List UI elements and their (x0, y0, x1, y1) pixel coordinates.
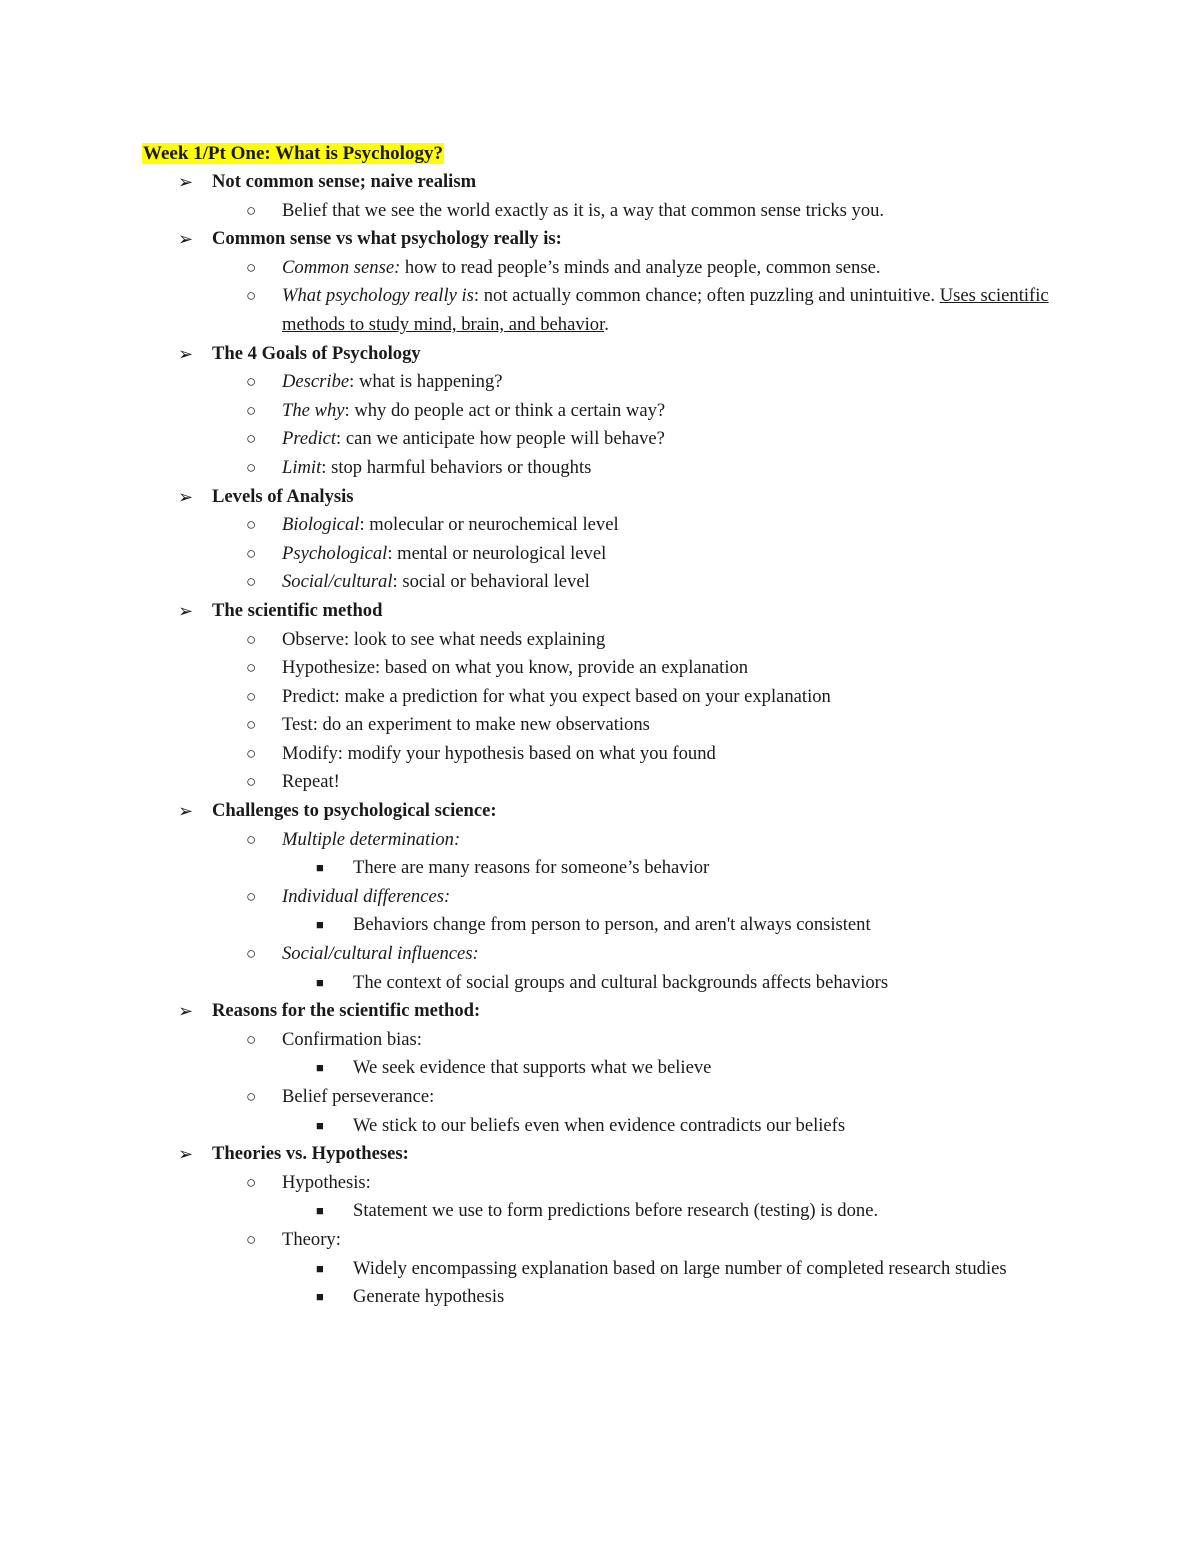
list-item (0, 397, 1200, 426)
section-items (0, 626, 1200, 798)
item-separator: : (344, 399, 350, 421)
item-underlined-text: Uses scientific methods to study mind, brain, and behavior (282, 285, 1049, 335)
sub-item-text: We seek evidence that supports what we believe (353, 1057, 712, 1079)
list-item-row (0, 826, 1200, 855)
section-heading-row (0, 1140, 1200, 1169)
list-item-row (0, 1083, 1200, 1112)
square-bullet-icon: ■ (316, 917, 324, 933)
arrow-bullet-icon: ➢ (178, 172, 194, 192)
sub-list-item (0, 1197, 1200, 1226)
list-item-row (0, 883, 1200, 912)
sub-items (0, 1197, 1200, 1226)
list-item-row (0, 197, 1200, 226)
circle-bullet-icon: ○ (246, 372, 257, 392)
sub-list-item (0, 1255, 1200, 1284)
circle-bullet-icon: ○ (246, 515, 257, 535)
section-items (0, 1026, 1200, 1140)
list-item (0, 1083, 1200, 1140)
outline-section (0, 997, 1200, 1140)
list-item (0, 1169, 1200, 1226)
circle-bullet-icon: ○ (246, 1029, 257, 1049)
item-text: not actually common chance; often puzzling and unintuitive. (479, 285, 936, 307)
arrow-bullet-icon: ➢ (178, 600, 194, 621)
circle-bullet-icon: ○ (246, 715, 257, 735)
arrow-bullet-icon: ➢ (178, 1144, 194, 1165)
section-items (0, 254, 1200, 340)
list-item-row (0, 654, 1200, 683)
section-heading-row (0, 225, 1200, 254)
list-item-row (0, 626, 1200, 655)
section-heading-row (0, 597, 1200, 626)
list-item (0, 740, 1200, 769)
sub-list-item (0, 1054, 1200, 1083)
item-term: Predict (282, 428, 337, 450)
circle-bullet-icon: ○ (246, 829, 257, 849)
section-heading: Not common sense; naive realism (212, 171, 477, 192)
circle-bullet-icon: ○ (246, 658, 257, 678)
circle-bullet-icon: ○ (246, 400, 257, 420)
item-text: Hypothesis: (282, 1171, 371, 1193)
circle-bullet-icon: ○ (246, 686, 257, 706)
section-items (0, 1169, 1200, 1312)
list-item (0, 683, 1200, 712)
list-item (0, 254, 1200, 283)
list-item (0, 282, 1200, 339)
section-heading: Common sense vs what psychology really is: (212, 228, 562, 250)
list-item (0, 454, 1200, 483)
item-term: What psychology really is (282, 285, 474, 307)
item-term: Psychological (282, 542, 388, 564)
list-item-row (0, 454, 1200, 483)
outline-section (0, 340, 1200, 483)
section-items (0, 511, 1200, 597)
section-heading: The 4 Goals of Psychology (212, 342, 421, 364)
arrow-bullet-icon: ➢ (178, 1001, 194, 1022)
item-text: molecular or neurochemical level (364, 514, 619, 536)
circle-bullet-icon: ○ (246, 1229, 257, 1249)
list-item-row (0, 397, 1200, 426)
sub-list-item-row (0, 969, 1200, 998)
section-heading-row (0, 483, 1200, 512)
sub-items (0, 969, 1200, 998)
item-separator: : (349, 371, 355, 393)
item-separator: : (359, 514, 365, 536)
square-bullet-icon: ■ (316, 1203, 324, 1219)
square-bullet-icon: ■ (316, 1260, 324, 1276)
section-heading: The scientific method (212, 599, 383, 621)
sub-items (0, 1054, 1200, 1083)
section-items (0, 368, 1200, 482)
list-item (0, 511, 1200, 540)
list-item (0, 1026, 1200, 1083)
outline-section (0, 597, 1200, 797)
list-item-row (0, 1026, 1200, 1055)
item-text: can we anticipate how people will behave? (341, 428, 665, 450)
list-item-row (0, 768, 1200, 797)
list-item-row (0, 683, 1200, 712)
item-text: Belief perseverance: (282, 1086, 435, 1107)
sub-item-text: There are many reasons for someone’s behavior (353, 857, 710, 879)
list-item-row (0, 740, 1200, 769)
item-text: why do people act or think a certain way? (349, 399, 666, 421)
section-items (0, 197, 1200, 226)
item-separator: : (336, 428, 342, 450)
list-item (0, 568, 1200, 597)
sub-list-item (0, 911, 1200, 940)
list-item (0, 626, 1200, 655)
sub-item-text: Behaviors change from person to person, and aren't always consistent (353, 914, 871, 936)
item-text: Observe: look to see what needs explaining (282, 628, 606, 650)
circle-bullet-icon: ○ (246, 429, 257, 449)
item-term: Social/cultural (282, 571, 393, 593)
item-text: how to read people’s minds and analyze people, common sense. (400, 256, 881, 278)
list-item-row (0, 282, 1200, 339)
item-text: Confirmation bias: (282, 1028, 422, 1050)
circle-bullet-icon: ○ (246, 1087, 257, 1106)
outline-section (0, 797, 1200, 997)
item-tail: . (604, 313, 609, 335)
square-bullet-icon: ■ (316, 974, 324, 990)
item-separator: : (321, 456, 327, 478)
list-item (0, 826, 1200, 883)
square-bullet-icon: ■ (316, 1060, 324, 1076)
item-separator: : (473, 285, 480, 307)
list-item (0, 940, 1200, 997)
sub-list-item-row (0, 1255, 1200, 1284)
circle-bullet-icon: ○ (246, 1172, 257, 1192)
item-text: Modify: modify your hypothesis based on what you found (282, 742, 716, 764)
section-items (0, 826, 1200, 998)
list-item (0, 425, 1200, 454)
item-text: Repeat! (282, 771, 340, 793)
section-heading-row (0, 997, 1200, 1026)
item-text: Belief that we see the world exactly as it is, a way that common sense tricks you. (282, 199, 885, 221)
list-item-row (0, 511, 1200, 540)
arrow-bullet-icon: ➢ (178, 486, 194, 507)
circle-bullet-icon: ○ (246, 572, 257, 592)
section-heading: Reasons for the scientific method: (212, 1000, 481, 1022)
circle-bullet-icon: ○ (246, 200, 257, 220)
item-term: Describe (282, 371, 350, 393)
item-term: Social/cultural influences: (282, 943, 479, 965)
sub-items (0, 1255, 1200, 1312)
section-heading-row (0, 340, 1200, 369)
item-term: Biological (282, 514, 360, 536)
section-heading: Challenges to psychological science: (212, 800, 497, 822)
sub-item-text: We stick to our beliefs even when evidence contradicts our beliefs (353, 1114, 846, 1136)
sub-list-item (0, 1283, 1200, 1312)
outline-section (0, 1140, 1200, 1312)
circle-bullet-icon: ○ (246, 743, 257, 763)
item-text: what is happening? (354, 371, 503, 393)
list-item-row (0, 711, 1200, 740)
sub-item-text: Widely encompassing explanation based on large number of completed research studies (353, 1257, 1007, 1279)
sub-list-item-row (0, 1197, 1200, 1226)
item-separator: : (387, 542, 393, 564)
list-item (0, 368, 1200, 397)
title-highlight: Week 1/Pt One: What is Psychology? (143, 143, 443, 164)
item-text: Hypothesize: based on what you know, provide an explanation (282, 657, 749, 679)
square-bullet-icon: ■ (316, 1289, 324, 1305)
circle-bullet-icon: ○ (246, 886, 257, 906)
item-text: mental or neurological level (392, 542, 607, 564)
circle-bullet-icon: ○ (246, 457, 257, 477)
list-item-row (0, 568, 1200, 597)
sub-items (0, 854, 1200, 883)
page-title (142, 141, 444, 167)
outline-section (0, 168, 1200, 225)
sub-items (0, 911, 1200, 940)
circle-bullet-icon: ○ (246, 772, 257, 792)
arrow-bullet-icon: ➢ (178, 801, 194, 822)
item-term: Limit (282, 456, 322, 478)
sub-list-item-row (0, 1112, 1200, 1141)
circle-bullet-icon: ○ (246, 286, 257, 306)
list-item-row (0, 1226, 1200, 1255)
notes-outline (0, 168, 1200, 1312)
section-heading-row (0, 168, 1200, 197)
square-bullet-icon: ■ (316, 860, 324, 876)
list-item-row (0, 940, 1200, 969)
list-item (0, 883, 1200, 940)
outline-section (0, 225, 1200, 339)
list-item (0, 768, 1200, 797)
section-heading: Levels of Analysis (212, 485, 354, 507)
arrow-bullet-icon: ➢ (178, 229, 194, 250)
item-term: Multiple determination: (282, 828, 461, 850)
sub-list-item-row (0, 854, 1200, 883)
item-text: Test: do an experiment to make new observations (282, 714, 650, 736)
item-text: Theory: (282, 1228, 341, 1250)
circle-bullet-icon: ○ (246, 944, 257, 964)
circle-bullet-icon: ○ (246, 543, 257, 563)
item-text: Predict: make a prediction for what you expect based on your explanation (282, 685, 831, 707)
list-item (0, 540, 1200, 569)
outline-section (0, 483, 1200, 597)
list-item-row (0, 540, 1200, 569)
item-term: Individual differences: (282, 885, 451, 907)
sub-item-text: The context of social groups and cultural backgrounds affects behaviors (353, 971, 889, 993)
sub-items (0, 1112, 1200, 1141)
sub-list-item-row (0, 1054, 1200, 1083)
sub-list-item (0, 854, 1200, 883)
item-term: Common sense: (282, 256, 401, 278)
item-term: The why (282, 399, 345, 421)
list-item (0, 197, 1200, 226)
list-item-row (0, 1169, 1200, 1198)
sub-list-item (0, 1112, 1200, 1141)
list-item (0, 654, 1200, 683)
item-text: social or behavioral level (397, 571, 590, 593)
list-item (0, 711, 1200, 740)
section-heading: Theories vs. Hypotheses: (212, 1143, 409, 1165)
list-item-row (0, 254, 1200, 283)
list-item-row (0, 368, 1200, 397)
sub-list-item-row (0, 1283, 1200, 1312)
item-text: stop harmful behaviors or thoughts (326, 456, 592, 478)
sub-item-text: Generate hypothesis (353, 1286, 505, 1308)
sub-list-item-row (0, 911, 1200, 940)
circle-bullet-icon: ○ (246, 257, 257, 277)
sub-list-item (0, 969, 1200, 998)
sub-item-text: Statement we use to form predictions before research (testing) is done. (353, 1200, 879, 1222)
circle-bullet-icon: ○ (246, 629, 257, 649)
arrow-bullet-icon: ➢ (178, 343, 194, 364)
square-bullet-icon: ■ (316, 1117, 324, 1133)
item-separator: : (392, 571, 398, 593)
list-item (0, 1226, 1200, 1312)
section-heading-row (0, 797, 1200, 826)
list-item-row (0, 425, 1200, 454)
